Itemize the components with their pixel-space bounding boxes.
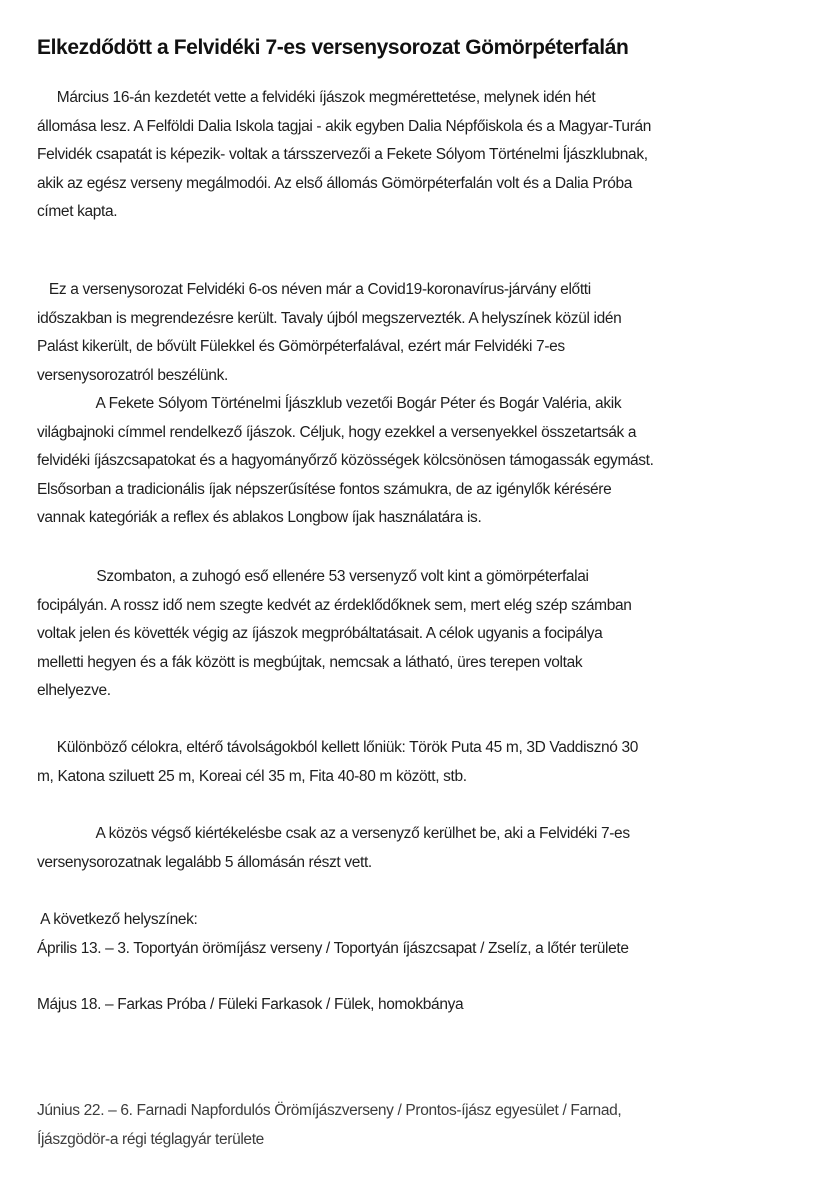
text-line: versenysorozatról beszélünk.	[37, 366, 228, 384]
text-line: akik az egész verseny megálmodói. Az első állomás Gömörpéterfalán volt és a Dalia Próba	[37, 174, 633, 192]
text-line: voltak jelen és követték végig az íjászok megpróbáltatásait. A célok ugyanis a focipálya	[37, 625, 603, 642]
schedule-item: Április 13. – 3. Toportyán örömíjász verseny / Toportyán íjászcsapat / Zselíz, a lőtér területe	[37, 939, 629, 957]
text-line: Felvidék csapatát is képezik- voltak a társszervezői a Fekete Sólyom Történelmi Íjászklubnak,	[37, 146, 648, 163]
text-line: m, Katona sziluett 25 m, Koreai cél 35 m, Fita 40-80 m között, stb.	[37, 767, 467, 785]
article-title: Elkezdődött a Felvidéki 7-es versenysorozat Gömörpéterfalán	[37, 36, 629, 59]
text-line: versenysorozatnak legalább 5 állomásán részt vett.	[37, 853, 372, 871]
text-line: Szombaton, a zuhogó eső ellenére 53 versenyző volt kint a gömörpéterfalai	[37, 568, 589, 585]
schedule-item-may	[37, 991, 807, 1020]
paragraph-evaluation	[37, 820, 807, 877]
text-line: Ez a versenysorozat Felvidéki 6-os néven már a Covid19-koronavírus-járvány előtti	[37, 281, 591, 298]
text-line: melletti hegyen és a fák között is megbújtak, nemcsak a látható, üres terepen voltak	[37, 653, 583, 671]
schedule-item: Június 22. – 6. Farnadi Napfordulós Örömíjászverseny / Prontos-íjász egyesület / Farnad,	[37, 1102, 622, 1119]
schedule-list	[37, 906, 807, 963]
schedule-item: Május 18. – Farkas Próba / Füleki Farkasok / Fülek, homokbánya	[37, 996, 464, 1013]
paragraph-targets	[37, 734, 807, 791]
text-line: időszakban is megrendezésre került. Tavaly újból megszervezték. A helyszínek közül idén	[37, 309, 622, 327]
text-line: focipályán. A rossz idő nem szegte kedvét az érdeklődőknek sem, mert elég szép számban	[37, 596, 632, 614]
schedule-item-june	[37, 1097, 807, 1154]
text-line: vannak kategóriák a reflex és ablakos Longbow íjak használatára is.	[37, 509, 482, 526]
text-line: világbajnoki címmel rendelkező íjászok. Céljuk, hogy ezekkel a versenyekkel összetartsák a	[37, 423, 637, 441]
text-line: A Fekete Sólyom Történelmi Íjászklub vezetői Bogár Péter és Bogár Valéria, akik	[37, 395, 622, 412]
paragraph-intro	[37, 84, 807, 227]
text-line: A közös végső kiértékelésbe csak az a versenyző kerülhet be, aki a Felvidéki 7-es	[37, 825, 630, 842]
text-line: Elsősorban a tradicionális íjak népszerűsítése fontos számukra, de az igénylők kérésére	[37, 480, 612, 498]
schedule-heading: A következő helyszínek:	[37, 911, 198, 928]
text-line: Március 16-án kezdetét vette a felvidéki íjászok megmérettetése, melynek idén hét	[37, 89, 596, 106]
paragraph-saturday	[37, 563, 807, 706]
text-line: Palást kikerült, de bővült Fülekkel és Gömörpéterfalával, ezért már Felvidéki 7-es	[37, 338, 565, 355]
text-line: felvidéki íjászcsapatokat és a hagyományőrző közösségek kölcsönösen támogassák egymást.	[37, 452, 654, 469]
paragraph-history	[37, 276, 807, 533]
text-line: Különböző célokra, eltérő távolságokból kellett lőniük: Török Puta 45 m, 3D Vaddisznó 30	[37, 739, 639, 756]
schedule-item: Íjászgödör-a régi téglagyár területe	[37, 1130, 264, 1148]
text-line: állomása lesz. A Felföldi Dalia Iskola tagjai - akik egyben Dalia Népfőiskola és a Magyar-Turán	[37, 117, 652, 135]
text-line: elhelyezve.	[37, 682, 111, 699]
text-line: címet kapta.	[37, 203, 118, 220]
